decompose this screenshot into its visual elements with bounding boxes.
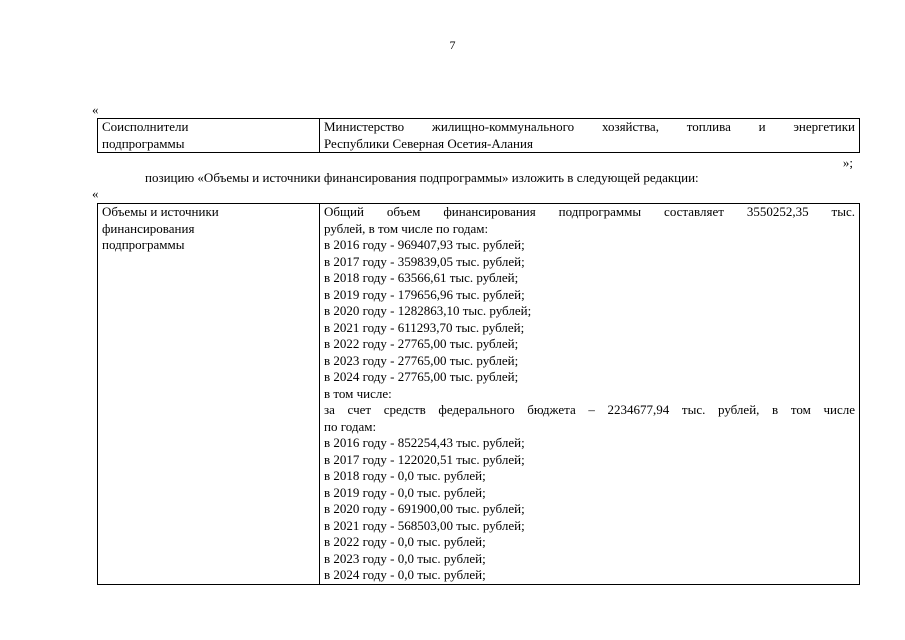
instruction-text: позицию «Объемы и источники финансирования подпрограммы» изложить в следующей редакции: (145, 170, 699, 185)
funding-value-line: в 2019 году - 0,0 тыс. рублей; (324, 484, 486, 500)
funding-value-line: в 2016 году - 852254,43 тыс. рублей; (324, 435, 525, 450)
funding-value-line: в 2020 году - 1282863,10 тыс. рублей; (324, 303, 532, 318)
funding-value-line: за счет средств федерального бюджета – 2234677,94 тыс. рублей, в том числе (324, 402, 855, 417)
table-row (98, 204, 860, 585)
funding-value-line: в 2019 году - 179656,96 тыс. рублей; (324, 286, 525, 302)
coexecutors-label-cell (98, 119, 320, 153)
funding-value-line: в 2022 году - 0,0 тыс. рублей; (324, 534, 486, 549)
closing-quote: »; (842, 155, 853, 170)
funding-value-line: в 2023 году - 0,0 тыс. рублей; (324, 550, 486, 566)
table-row (98, 119, 860, 153)
funding-value-line: в 2021 году - 611293,70 тыс. рублей; (324, 319, 525, 335)
funding-value-line: в 2016 году - 969407,93 тыс. рублей; (324, 237, 525, 252)
funding-value-line: Общий объем финансирования подпрограммы составляет 3550252,35 тыс. (324, 204, 855, 219)
coexecutors-label-line: Соисполнители (102, 119, 189, 134)
coexecutors-value-line: Республики Северная Осетия-Алания (324, 135, 533, 151)
funding-value-line: в 2017 году - 122020,51 тыс. рублей; (324, 451, 525, 467)
funding-value-line: в том числе: (324, 385, 392, 401)
opening-quote: « (92, 186, 99, 201)
funding-value-line: по годам: (324, 418, 377, 434)
funding-value-line: в 2022 году - 27765,00 тыс. рублей; (324, 336, 519, 351)
funding-value-line: рублей, в том числе по годам: (324, 220, 489, 236)
funding-value-line: в 2023 году - 27765,00 тыс. рублей; (324, 352, 519, 368)
coexecutors-table (97, 118, 860, 153)
coexecutors-label-line: подпрограммы (102, 135, 185, 151)
funding-value-line: в 2021 году - 568503,00 тыс. рублей; (324, 517, 525, 533)
funding-table (97, 203, 860, 585)
funding-value-line: в 2020 году - 691900,00 тыс. рублей; (324, 501, 525, 516)
page-number: 7 (449, 38, 456, 52)
funding-label-line: финансирования (102, 220, 195, 236)
funding-value-line: в 2024 году - 27765,00 тыс. рублей; (324, 369, 519, 384)
funding-label-line: подпрограммы (102, 237, 185, 252)
funding-value-line: в 2018 году - 0,0 тыс. рублей; (324, 468, 486, 483)
opening-quote: « (92, 102, 99, 117)
coexecutors-value-line: Министерство жилищно-коммунального хозяйства, топлива и энергетики (324, 119, 855, 134)
coexecutors-value-cell (320, 119, 860, 153)
funding-value-line: в 2018 году - 63566,61 тыс. рублей; (324, 270, 519, 285)
funding-value-line: в 2017 году - 359839,05 тыс. рублей; (324, 253, 525, 269)
funding-value-cell (320, 204, 860, 585)
funding-label-cell (98, 204, 320, 585)
funding-label-line: Объемы и источники (102, 204, 219, 219)
funding-value-line: в 2024 году - 0,0 тыс. рублей; (324, 567, 486, 582)
